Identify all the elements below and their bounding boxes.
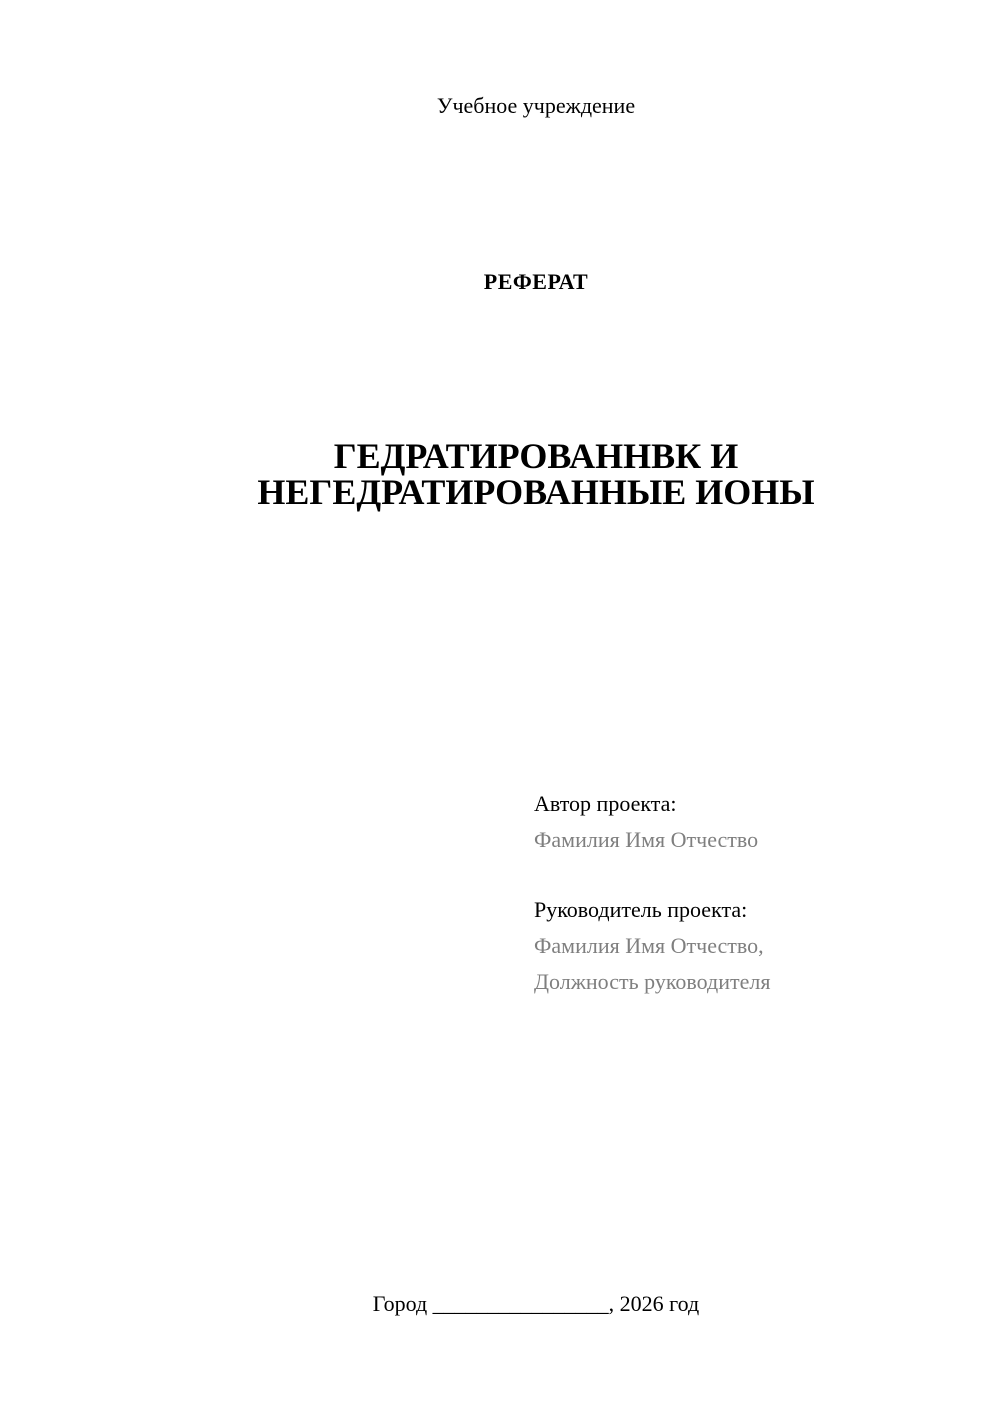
author-label: Автор проекта: bbox=[534, 791, 677, 816]
city-year-line: Город ________________, 2026 год bbox=[372, 1291, 700, 1316]
author-name: Фамилия Имя Отчество bbox=[534, 827, 759, 852]
supervisor-block bbox=[534, 892, 770, 1000]
document-title bbox=[0, 438, 1000, 510]
title-line-1: ГЕДРАТИРОВАННВК И bbox=[333, 436, 739, 476]
author-block bbox=[534, 786, 758, 858]
supervisor-name: Фамилия Имя Отчество, bbox=[534, 933, 764, 958]
institution-name: Учебное учреждение bbox=[436, 93, 636, 118]
supervisor-position: Должность руководителя bbox=[534, 969, 771, 994]
title-line-2: НЕГЕДРАТИРОВАННЫЕ ИОНЫ bbox=[257, 472, 815, 512]
document-type: РЕФЕРАТ bbox=[483, 269, 589, 294]
supervisor-label: Руководитель проекта: bbox=[534, 897, 748, 922]
